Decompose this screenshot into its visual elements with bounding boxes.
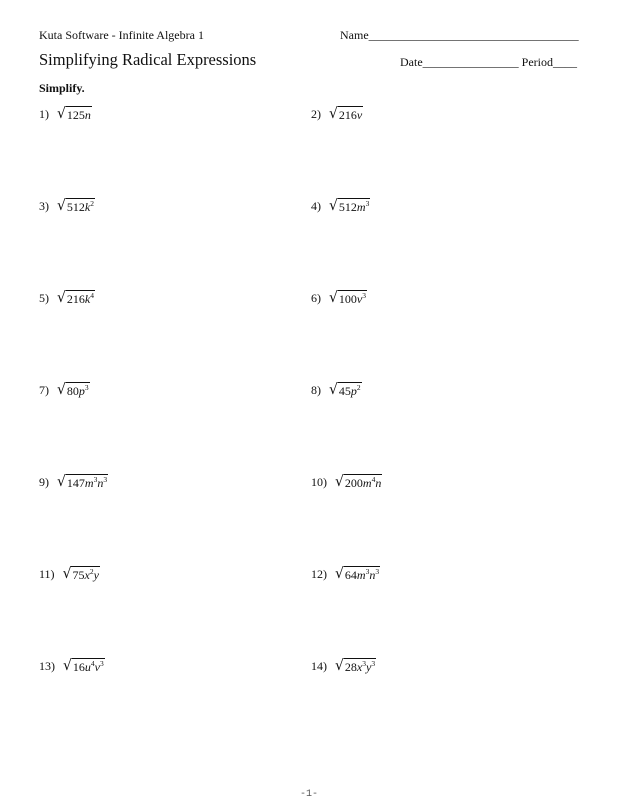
- name-field-line: Name___________________________________: [340, 28, 579, 42]
- radicand: [338, 106, 363, 122]
- problem-number: 8): [311, 382, 321, 397]
- coefficient: 216: [338, 108, 357, 122]
- variable: n: [375, 476, 382, 490]
- radicand: [338, 382, 362, 398]
- variable: k: [84, 200, 91, 214]
- variable: u: [84, 660, 91, 674]
- square-root-icon: √: [335, 657, 344, 675]
- variable: x: [84, 568, 90, 582]
- coefficient: 200: [344, 476, 363, 490]
- problem-number: 2): [311, 106, 321, 121]
- square-root-icon: √: [62, 565, 72, 583]
- radical-expression: [57, 474, 108, 490]
- problem-7: [39, 382, 90, 398]
- exponent: 2: [89, 567, 94, 576]
- square-root-icon: √: [57, 197, 66, 215]
- radical-expression: [335, 658, 376, 674]
- variable: n: [369, 568, 376, 582]
- problem-number: 6): [311, 290, 321, 305]
- radical-expression: [329, 198, 370, 214]
- problem-number: 3): [39, 198, 49, 213]
- variable: p: [350, 384, 357, 398]
- coefficient: 45: [338, 384, 351, 398]
- radicand: [344, 474, 382, 490]
- radicand: [338, 198, 370, 214]
- coefficient: 64: [344, 568, 357, 582]
- radical-expression: [329, 382, 362, 398]
- radical-expression: [335, 566, 380, 582]
- exponent: 2: [356, 383, 361, 392]
- problem-number: 11): [39, 566, 55, 581]
- variable: m: [362, 476, 372, 490]
- exponent: 2: [90, 199, 94, 208]
- variable: y: [366, 660, 372, 674]
- page-number: -1-: [299, 789, 318, 800]
- radical-expression: [57, 382, 90, 398]
- square-root-icon: √: [335, 473, 344, 491]
- coefficient: 216: [66, 292, 85, 306]
- problem-1: [39, 106, 92, 122]
- radical-expression: [57, 198, 95, 214]
- radical-expression: [329, 290, 367, 306]
- variable: m: [84, 476, 94, 490]
- problem-2: [311, 106, 363, 122]
- problem-number: 13): [39, 658, 55, 673]
- radical-expression: [63, 658, 105, 674]
- variable: v: [356, 292, 363, 306]
- variable: p: [78, 384, 85, 398]
- exponent: 3: [84, 383, 89, 392]
- instructions: Simplify.: [39, 81, 85, 95]
- problem-number: 12): [311, 566, 327, 581]
- problem-9: [39, 474, 108, 490]
- problem-number: 14): [311, 658, 327, 673]
- problem-14: [311, 658, 376, 674]
- radicand: [66, 290, 95, 306]
- coefficient: 512: [338, 200, 357, 214]
- coefficient: 512: [66, 200, 85, 214]
- variable: x: [356, 660, 363, 674]
- problem-8: [311, 382, 362, 398]
- exponent: 3: [362, 291, 366, 300]
- problem-11: [39, 566, 100, 582]
- exponent: 3: [365, 199, 370, 208]
- square-root-icon: √: [329, 289, 338, 307]
- radicand: [71, 566, 99, 582]
- exponent: 4: [90, 291, 94, 300]
- problem-12: [311, 566, 380, 582]
- variable: k: [84, 292, 91, 306]
- exponent: 3: [100, 659, 104, 668]
- exponent: 4: [371, 475, 376, 484]
- exponent: 3: [93, 475, 98, 484]
- variable: m: [356, 568, 366, 582]
- radicand: [66, 106, 92, 122]
- square-root-icon: √: [57, 381, 66, 399]
- variable: n: [84, 108, 91, 122]
- square-root-icon: √: [329, 381, 338, 399]
- coefficient: 100: [338, 292, 357, 306]
- problem-number: 5): [39, 290, 49, 305]
- square-root-icon: √: [57, 105, 66, 123]
- square-root-icon: √: [63, 657, 72, 675]
- problem-number: 4): [311, 198, 321, 213]
- radical-expression: [57, 290, 95, 306]
- radicand: [338, 290, 367, 306]
- radical-expression: [335, 474, 382, 490]
- software-label: Kuta Software - Infinite Algebra 1: [39, 28, 204, 42]
- problem-number: 7): [39, 382, 49, 397]
- radicand: [344, 658, 376, 674]
- radical-expression: [329, 106, 363, 122]
- square-root-icon: √: [335, 565, 344, 583]
- problem-number: 10): [311, 474, 327, 489]
- exponent: 3: [103, 475, 108, 484]
- variable: v: [356, 108, 363, 122]
- problem-6: [311, 290, 367, 306]
- problem-number: 9): [39, 474, 49, 489]
- radicand: [72, 658, 105, 674]
- problem-10: [311, 474, 382, 490]
- coefficient: 16: [72, 660, 85, 674]
- problem-number: 1): [39, 106, 49, 121]
- problem-3: [39, 198, 95, 214]
- coefficient: 80: [66, 384, 79, 398]
- coefficient: 28: [344, 660, 357, 674]
- variable: m: [356, 200, 366, 214]
- variable: y: [93, 568, 99, 582]
- coefficient: 125: [66, 108, 85, 122]
- variable: n: [97, 476, 104, 490]
- variable: v: [94, 660, 100, 674]
- radicand: [66, 474, 108, 490]
- exponent: 3: [362, 659, 366, 668]
- radical-expression: [57, 106, 92, 122]
- exponent: 3: [365, 567, 370, 576]
- problem-5: [39, 290, 95, 306]
- coefficient: 147: [66, 476, 85, 490]
- coefficient: 75: [72, 568, 85, 582]
- radicand: [66, 382, 90, 398]
- square-root-icon: √: [57, 473, 66, 491]
- exponent: 3: [371, 659, 376, 668]
- problem-13: [39, 658, 105, 674]
- exponent: 3: [375, 567, 380, 576]
- square-root-icon: √: [57, 289, 66, 307]
- square-root-icon: √: [329, 105, 338, 123]
- exponent: 4: [90, 659, 95, 668]
- problem-4: [311, 198, 370, 214]
- radicand: [344, 566, 380, 582]
- radical-expression: [63, 566, 100, 582]
- worksheet-title: Simplifying Radical Expressions: [39, 50, 257, 69]
- square-root-icon: √: [329, 197, 338, 215]
- radicand: [66, 198, 95, 214]
- date-period-line: Date________________ Period____: [400, 55, 577, 69]
